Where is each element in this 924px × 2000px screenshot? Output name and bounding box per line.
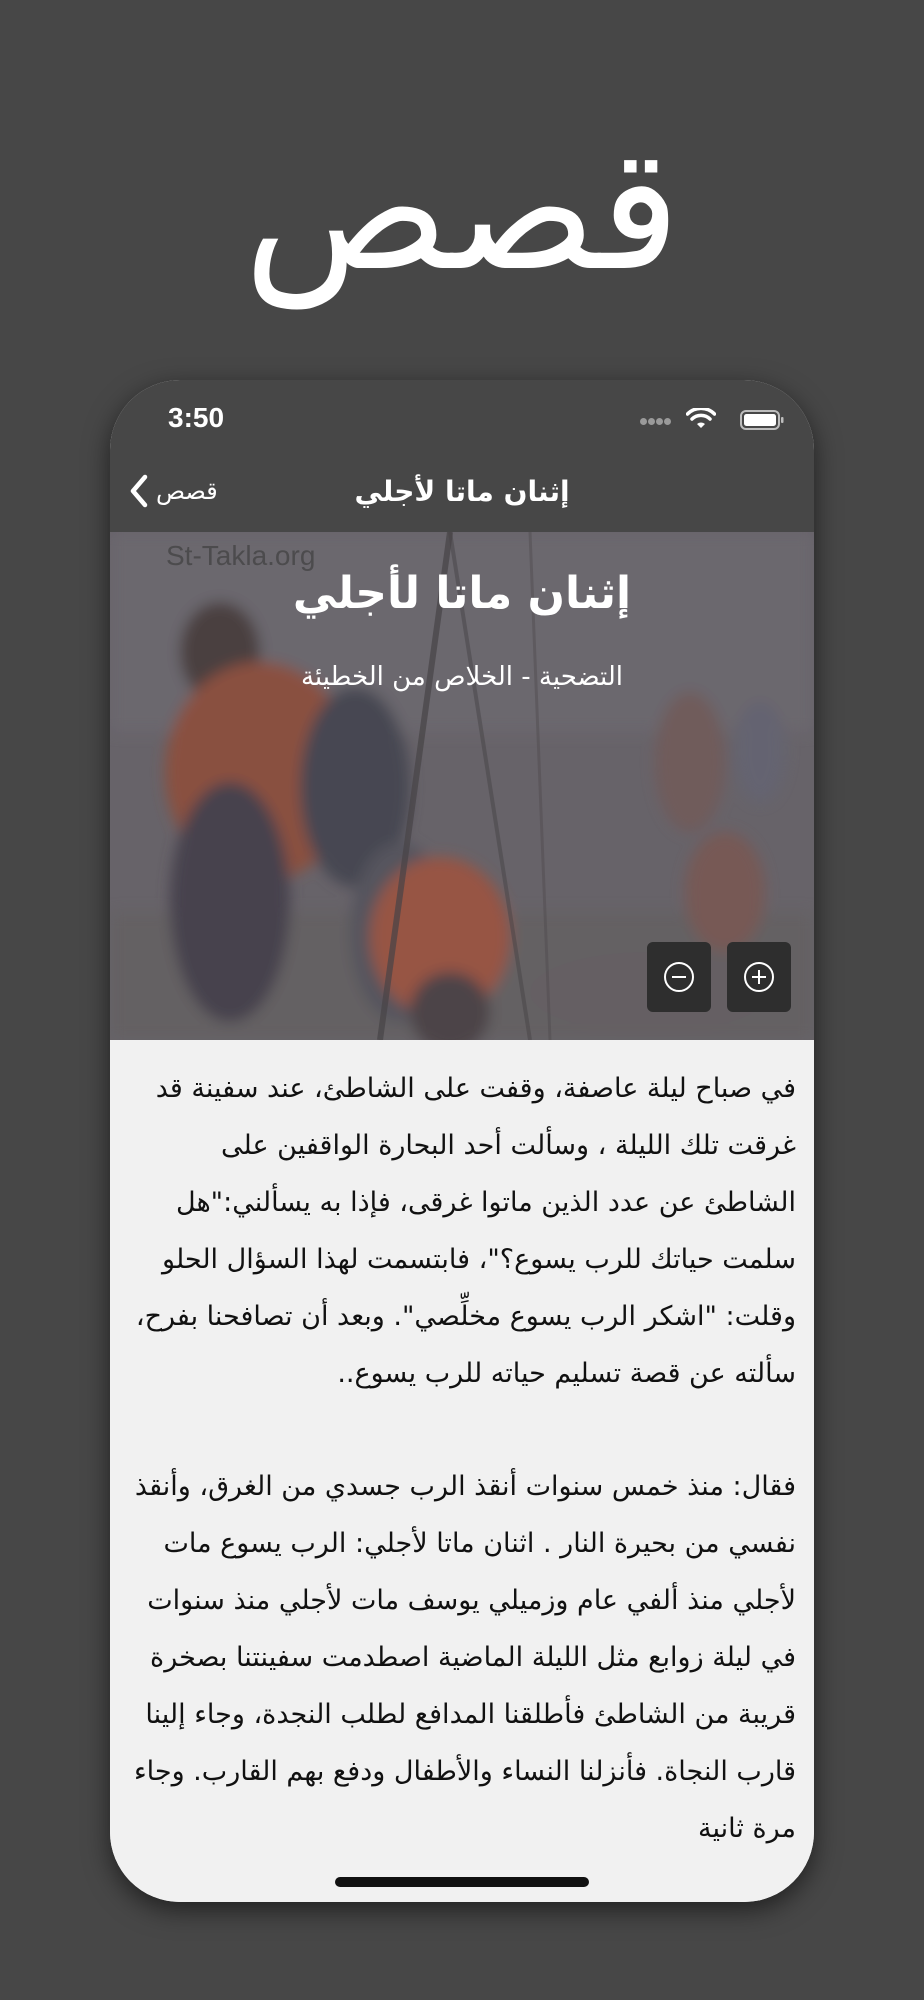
plus-circle-icon [742, 960, 776, 994]
wifi-icon [686, 408, 716, 430]
story-subtitle: التضحية - الخلاص من الخطيئة [300, 662, 624, 692]
hero-image [110, 532, 814, 1040]
zoom-out-button[interactable] [647, 942, 711, 1012]
back-button[interactable] [124, 466, 244, 516]
story-title: إثنان ماتا لأجلي [292, 568, 632, 619]
back-label: قصص [156, 477, 218, 505]
battery-icon [740, 410, 784, 430]
nav-title: إثنان ماتا لأجلي [354, 475, 570, 508]
home-indicator[interactable] [335, 1877, 589, 1887]
navigation-bar [110, 452, 814, 532]
device-frame [110, 380, 814, 1902]
image-watermark: St-Takla.org [166, 540, 316, 571]
chevron-left-icon [124, 471, 154, 511]
status-time: 3:50 [168, 402, 225, 433]
cellular-signal-icon [640, 418, 672, 426]
status-bar [110, 380, 814, 452]
story-paragraph: في صباح ليلة عاصفة، وقفت على الشاطئ، عند سفينة قد غرقت تلك الليلة ، وسألت أحد البحارة الواقفين على الشاطئ عن عدد الذين ماتوا غرقى، فإذا به يسألني:"هل سلمت حياتك للرب يسوع؟"، فابتسمت لهذا السؤال الحلو وقلت: "اشكر الرب يسوع مخلِّصي". وبعد أن تصافحنا بفرح، سألته عن قصة تسليم حياته للرب يسوع.. [135, 1073, 796, 1389]
story-content[interactable] [110, 1040, 814, 1902]
promo-title: قصص [243, 111, 681, 309]
story-paragraph: فقال: منذ خمس سنوات أنقذ الرب جسدي من الغرق، وأنقذ نفسي من بحيرة النار . اثنان ماتا لأجلي: الرب يسوع مات لأجلي منذ ألفي عام وزميلي يوسف مات لأجلي منذ سنوات في ليلة زوابع مثل الليلة الماضية اصطدمت سفينتنا بصخرة قريبة من الشاطئ فأطلقنا المدافع لطلب النجدة، وجاء إلينا قارب النجاة. فأنزلنا النساء والأطفال ودفع بهم القارب. وجاء مرة ثانية [133, 1471, 796, 1844]
zoom-in-button[interactable] [727, 942, 791, 1012]
status-icons [634, 408, 784, 432]
minus-circle-icon [662, 960, 696, 994]
